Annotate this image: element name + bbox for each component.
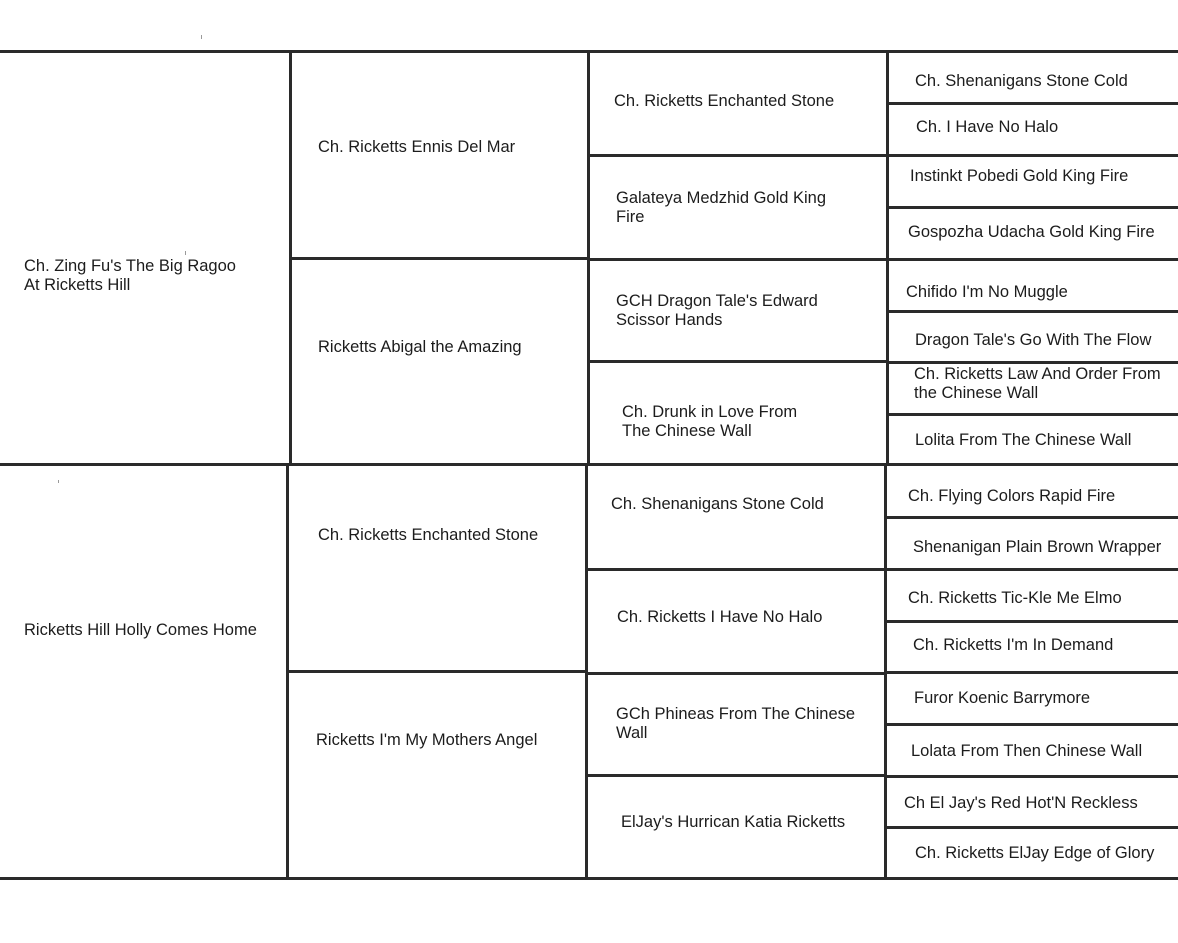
gen3-name: Ch. Shenanigans Stone Cold: [611, 495, 824, 513]
gen4-name: Ch. Flying Colors Rapid Fire: [908, 487, 1116, 505]
gen3-divider: [589, 360, 889, 363]
gen4-divider: [886, 620, 1178, 623]
gen4-divider: [888, 154, 1178, 157]
gen4-divider: [888, 258, 1178, 261]
gen4-name: Lolita From The Chinese Wall: [915, 431, 1132, 449]
gen3-name: Galateya Medzhid Gold King Fire: [616, 189, 827, 226]
gen4-name: Gospozha Udacha Gold King Fire: [908, 223, 1155, 241]
gen4-name: Ch El Jay's Red Hot'N Reckless: [904, 794, 1138, 812]
gen3-divider: [589, 258, 889, 261]
gen4-divider: [886, 671, 1178, 674]
gen2-divider-bottom: [288, 670, 588, 673]
gen2-sire-dam-name: Ricketts Abigal the Amazing: [318, 338, 522, 356]
gen3-name: ElJay's Hurrican Katia Ricketts: [621, 813, 846, 831]
gen3-divider: [587, 568, 887, 571]
gen4-divider: [886, 516, 1178, 519]
gen4-divider: [886, 826, 1178, 829]
gen4-name: Ch. I Have No Halo: [916, 118, 1059, 136]
gen4-divider: [886, 723, 1178, 726]
gen4-name: Ch. Ricketts Law And Order From the Chinese Wall: [914, 365, 1161, 402]
gen4-divider: [888, 206, 1178, 209]
gen2-divider-top: [290, 257, 590, 260]
scan-speck: [58, 480, 59, 483]
gen2-dam-dam-name: Ricketts I'm My Mothers Angel: [316, 731, 538, 749]
gen4-divider: [888, 361, 1178, 364]
chart-bottom-border: [0, 877, 1178, 880]
gen3-divider: [587, 672, 887, 675]
gen4-name: Ch. Ricketts Tic-Kle Me Elmo: [908, 589, 1122, 607]
gen4-divider: [888, 413, 1178, 416]
gen4-name: Ch. Shenanigans Stone Cold: [915, 72, 1128, 90]
gen4-divider: [888, 310, 1178, 313]
gen2-sire-sire-name: Ch. Ricketts Ennis Del Mar: [318, 138, 516, 156]
gen4-divider: [886, 568, 1178, 571]
gen4-divider: [888, 102, 1178, 105]
gen3-divider: [587, 774, 887, 777]
gen4-name: Ch. Ricketts ElJay Edge of Glory: [915, 844, 1155, 862]
gen4-name: Chifido I'm No Muggle: [906, 283, 1068, 301]
gen3-name: Ch. Ricketts Enchanted Stone: [614, 92, 835, 110]
gen4-name: Furor Koenic Barrymore: [914, 689, 1091, 707]
gen2-dam-sire-name: Ch. Ricketts Enchanted Stone: [318, 526, 539, 544]
scan-speck: [201, 35, 202, 39]
gen4-name: Shenanigan Plain Brown Wrapper: [913, 538, 1162, 556]
gen1-sire-name: Ch. Zing Fu's The Big Ragoo At Ricketts Hill: [24, 257, 236, 294]
gen4-divider: [886, 775, 1178, 778]
gen4-name: Dragon Tale's Go With The Flow: [915, 331, 1152, 349]
gen4-name: Lolata From Then Chinese Wall: [911, 742, 1143, 760]
gen3-name: Ch. Drunk in Love From The Chinese Wall: [622, 403, 798, 440]
gen3-name: Ch. Ricketts I Have No Halo: [617, 608, 823, 626]
scan-speck: [185, 251, 186, 255]
gen1-dam-name: Ricketts Hill Holly Comes Home: [24, 621, 257, 639]
gen4-name: Ch. Ricketts I'm In Demand: [913, 636, 1114, 654]
gen3-divider: [589, 154, 889, 157]
gen4-name: Instinkt Pobedi Gold King Fire: [910, 167, 1129, 185]
gen3-name: GCH Dragon Tale's Edward Scissor Hands: [616, 292, 818, 329]
gen3-name: GCh Phineas From The Chinese Wall: [616, 705, 856, 742]
